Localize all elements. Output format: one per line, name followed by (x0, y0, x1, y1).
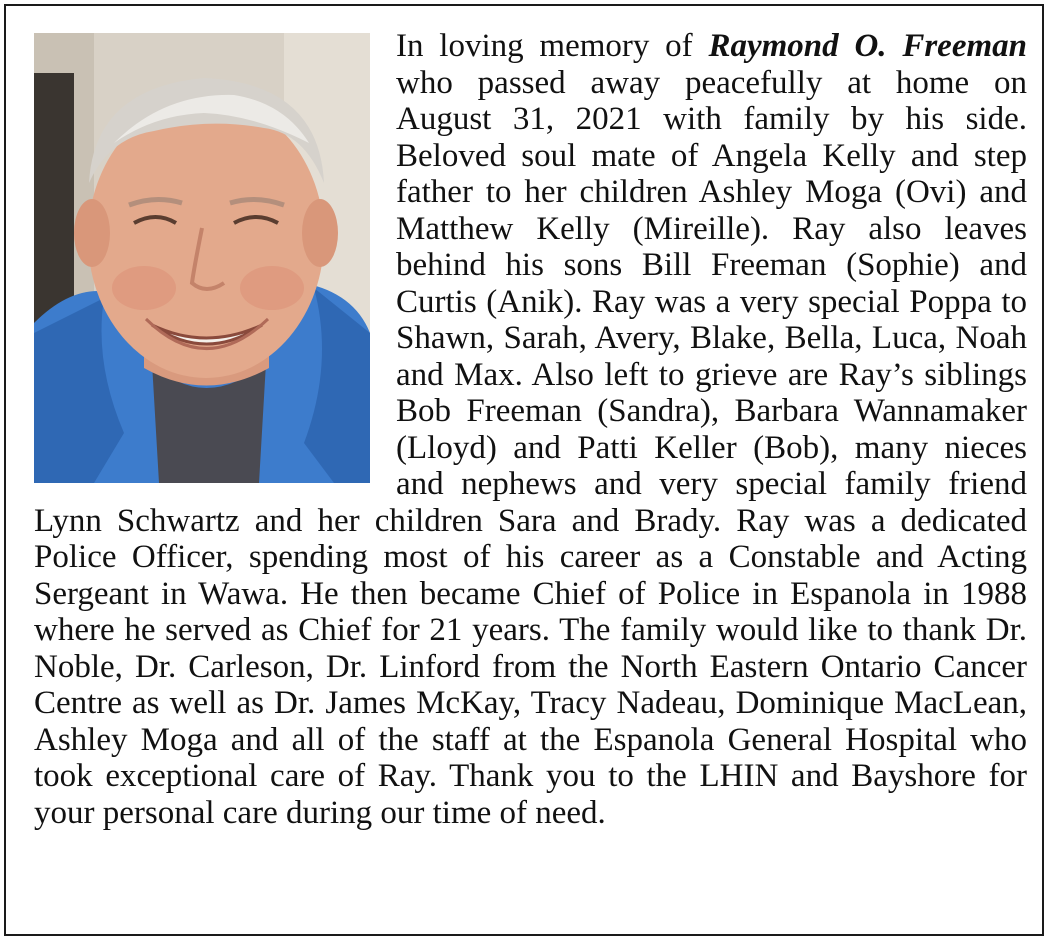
obituary-body: who passed away peacefully at home on August 31, 2021 with family by his side. Beloved soul mate of Angela Kelly and step father to her children Ashley Moga (Ovi) and Matthew Kelly (Mireille). Ray also leaves behind his sons Bill Freeman (Sophie) and Curtis (Anik). Ray was a very special Poppa to Shawn, Sarah, Avery, Blake, Bella, Luca, Noah and Max. Also left to grieve are Ray’s siblings Bob Freeman (Sandra), Barbara Wannamaker (Lloyd) and Patti Keller (Bob), many nieces and nephews and very special family friend Lynn Schwartz and her children Sara and Brady. Ray was a dedicated Police Officer, spending most of his career as a Constable and Acting Sergeant in Wawa. He then became Chief of Police in Espanola in 1988 where he served as Chief for 21 years. The family would like to thank Dr. Noble, Dr. Carleson, Dr. Linford from the North Eastern Ontario Cancer Centre as well as Dr. James McKay, Tracy Nadeau, Dominique MacLean, Ashley Moga and all of the staff at the Espanola General Hospital who took exceptional care of Ray. Thank you to the LHIN and Bayshore for your personal care during our time of need. (34, 64, 1027, 831)
intro-text: In loving memory of (396, 28, 709, 64)
portrait-photo (34, 33, 370, 483)
obituary-content (34, 28, 1027, 831)
deceased-name: Raymond O. Freeman (708, 28, 1027, 64)
obituary-frame (4, 4, 1044, 936)
